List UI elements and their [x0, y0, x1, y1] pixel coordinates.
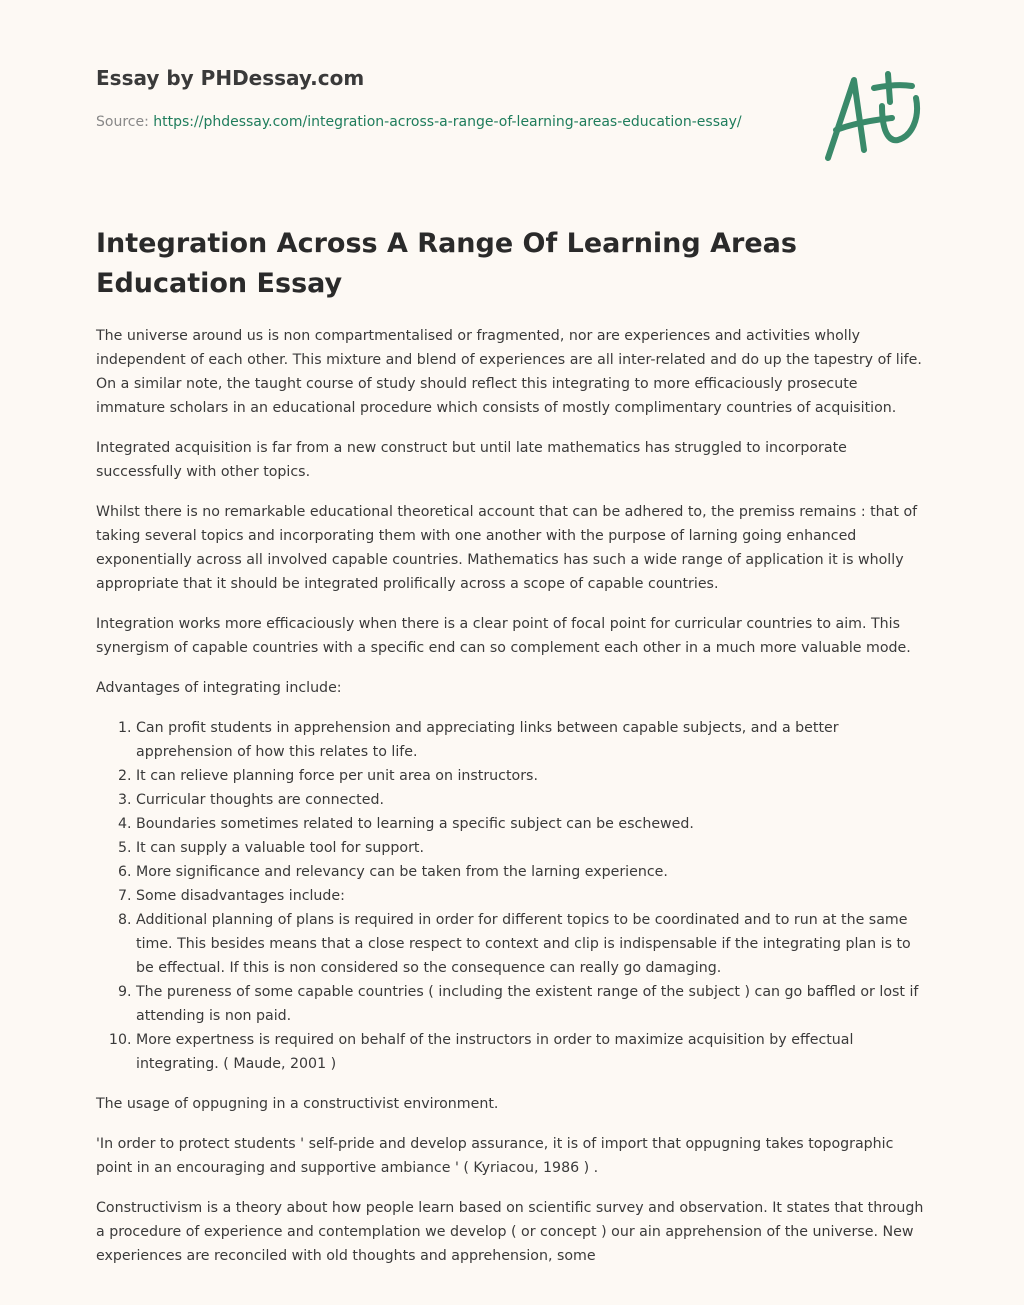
list-item: 5. It can supply a valuable tool for support. — [136, 836, 928, 860]
list-item: 3. Curricular thoughts are connected. — [136, 788, 928, 812]
list-item: 1. Can profit students in apprehension and appreciating links between capable subjects, and a better apprehension of how this relates to life. — [136, 716, 928, 764]
paragraph: Whilst there is no remarkable educational theoretical account that can be adhered to, the premiss remains : that of taking several topics and incorporating them with one another with the purpose of larning going enhanced exponentially across all involved capable countries. Mathematics has such a wide range of application it is wholly appropriate that it should be integrated prolifically across a scope of capable countries. — [96, 504, 918, 592]
list-item: 7. Some disadvantages include: — [136, 884, 928, 908]
list-item: 10. More expertness is required on behalf of the instructors in order to maximize acquisition by effectual integrating. ( Maude, 2001 ) — [136, 1028, 928, 1076]
essay-body — [96, 324, 928, 1284]
source-line — [96, 110, 756, 134]
advantages-list — [96, 716, 928, 1076]
paragraph: The usage of oppugning in a constructivist environment. — [96, 1096, 499, 1112]
source-label: Source: — [96, 114, 154, 130]
a-plus-logo-icon — [818, 68, 930, 168]
list-item: 4. Boundaries sometimes related to learning a specific subject can be eschewed. — [136, 812, 928, 836]
paragraph: Constructivism is a theory about how people learn based on scientific survey and observation. It states that through a procedure of experience and contemplation we develop ( or concept ) our ain apprehension of the universe. New experiences are reconciled with old thoughts and apprehension, some — [96, 1200, 924, 1264]
site-brand: Essay by PHDessay.com — [96, 66, 365, 90]
paragraph: Integration works more efficaciously when there is a clear point of focal point for curricular countries to aim. This synergism of capable countries with a specific end can so complement each other in a much more valuable mode. — [96, 616, 911, 656]
paragraph: Integrated acquisition is far from a new construct but until late mathematics has struggled to incorporate successfully with other topics. — [96, 440, 847, 480]
source-link[interactable]: https://phdessay.com/integration-across-a-range-of-learning-areas-education-essay/ — [153, 114, 742, 130]
paragraph: 'In order to protect students ' self-pride and develop assurance, it is of import that oppugning takes topographic point in an encouraging and supportive ambiance ' ( Kyriacou, 1986 ) . — [96, 1136, 894, 1176]
list-item: 2. It can relieve planning force per unit area on instructors. — [136, 764, 928, 788]
list-item: 6. More significance and relevancy can be taken from the larning experience. — [136, 860, 928, 884]
paragraph: The universe around us is non compartmentalised or fragmented, nor are experiences and activities wholly independent of each other. This mixture and blend of experiences are all inter-related and do up the tapestry of life. On a similar note, the taught course of study should reflect this integrating to more efficaciously prosecute immature scholars in an educational procedure which consists of mostly complimentary countries of acquisition. — [96, 328, 922, 416]
paragraph: Advantages of integrating include: — [96, 680, 342, 696]
list-item: 9. The pureness of some capable countries ( including the existent range of the subject ) can go baffled or lost if attending is non paid. — [136, 980, 928, 1028]
list-item: 8. Additional planning of plans is required in order for different topics to be coordinated and to run at the same time. This besides means that a close respect to context and clip is indispensable if the integrating plan is to be effectual. If this is non considered so the consequence can really go damaging. — [136, 908, 928, 980]
essay-title: Integration Across A Range Of Learning Areas Education Essay — [96, 228, 797, 299]
